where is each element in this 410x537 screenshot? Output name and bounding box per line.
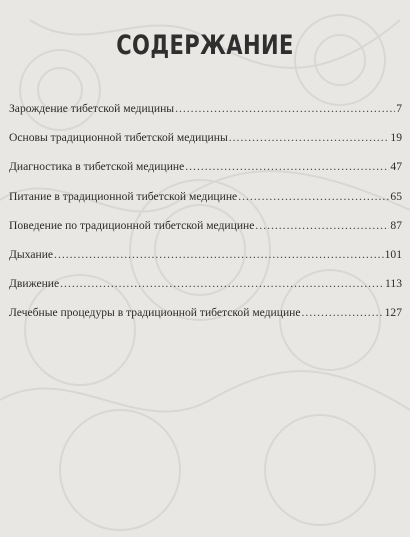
- toc-leader-dots: [60, 277, 384, 291]
- toc-entry: [9, 306, 402, 335]
- toc-entry: [9, 277, 402, 306]
- toc-leader-dots: [175, 102, 395, 116]
- toc-entry: [9, 160, 402, 189]
- toc-entry: [9, 190, 402, 219]
- toc-entry-page: 127: [384, 306, 402, 320]
- toc-entry-page: 47: [390, 160, 402, 174]
- toc-leader-dots: [255, 219, 389, 233]
- toc-entry-page: 19: [390, 131, 402, 145]
- toc-leader-dots: [302, 306, 384, 320]
- toc-entry-title: Движение: [9, 277, 60, 291]
- toc-entry: [9, 248, 402, 277]
- toc-entry-page: 101: [384, 247, 402, 261]
- toc-entry-title: Дыхание: [9, 247, 54, 261]
- toc-entry-title: Питание в традиционной тибетской медицине: [9, 189, 238, 203]
- toc-entry: [9, 102, 402, 131]
- toc-entry-title: Поведение по традиционной тибетской медицине: [9, 218, 255, 232]
- table-of-contents: [9, 102, 402, 336]
- toc-entry-title: Лечебные процедуры в традиционной тибетской медицине: [9, 306, 301, 320]
- toc-entry-page: 87: [390, 218, 402, 232]
- toc-leader-dots: [54, 248, 384, 262]
- toc-leader-dots: [238, 190, 389, 204]
- toc-leader-dots: [185, 160, 389, 174]
- page-title: СОДЕРЖАНИЕ: [116, 30, 294, 61]
- toc-entry: [9, 131, 402, 160]
- toc-entry-page: 113: [385, 277, 402, 291]
- toc-entry-page: 65: [390, 189, 402, 203]
- toc-entry-title: Зарождение тибетской медицины: [9, 102, 175, 115]
- toc-entry-title: Основы традиционной тибетской медицины: [9, 131, 228, 145]
- toc-entry-page: 7: [396, 102, 402, 115]
- toc-leader-dots: [229, 131, 390, 145]
- toc-entry-title: Диагностика в тибетской медицине: [9, 160, 185, 174]
- toc-entry: [9, 219, 402, 248]
